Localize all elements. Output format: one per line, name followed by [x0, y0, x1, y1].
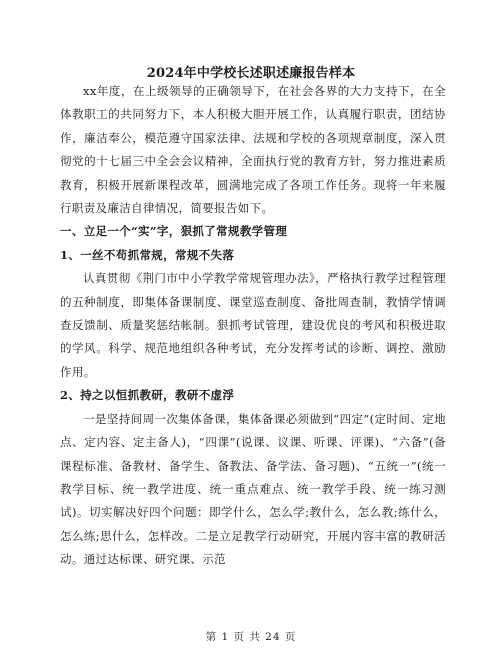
subsection-heading-2: 2、持之以恒抓教研，教研不虚浮	[60, 388, 235, 403]
paragraph-1: 认真贯彻《荆门市中小学教学常规管理办法》，严格执行教学过程管理的五种制度，即集体备课制度、课堂巡查制度、备批周查制，教情学情调查反馈制、质量奖惩结帐制。狠抓考试管理，建设优良的考风和积极进取的学风。科学、规范地组织各种考试，充分发挥考试的诊断、调控、激励作用。	[60, 271, 446, 379]
subsection-heading-1: 1、一丝不苟抓常规，常规不失落	[60, 247, 235, 262]
document-body	[60, 80, 446, 572]
intro-paragraph: xx年度，在上级领导的正确领导下，在社会各界的大力支持下，在全体教职工的共同努力下，本人积极大胆开展工作，认真履行职责，团结协作，廉洁奉公，模范遵守国家法律、法规和学校的各项规章制度，深入贯彻党的十七届三中全会会议精神，全面执行党的教育方针，努力推进素质教育，积极开展新课程改革，圆满地完成了各项工作任务。现将一年来履行职责及廉洁自律情况，简要报告如下。	[60, 84, 446, 216]
section-heading-1: 一、立足一个“实”字，狠抓了常规教学管理	[60, 224, 288, 239]
document-title: 2024年中学校长述职述廉报告样本	[146, 66, 356, 81]
page-number-footer: 第 1 页 共 24 页	[205, 631, 297, 643]
paragraph-2: 一是坚持间周一次集体备课，集体备课必须做到“四定”(定时间、定地点、定内容、定主备人)，“四课”(说课、议课、听课、评课)、“六备”(备课程标准、备教材、备学生、备教法、备学法、备习题)、“五统一”(统一教学目标、统一教学进度、统一重点难点、统一教学手段、统一练习测试)。切实解决好四个问题：即学什么，怎么学;教什么，怎么教;练什么，怎么练;思什么，怎样改。二是立足教学行动研究，开展内容丰富的教研活动。通过达标课、研究课、示范	[60, 411, 446, 567]
